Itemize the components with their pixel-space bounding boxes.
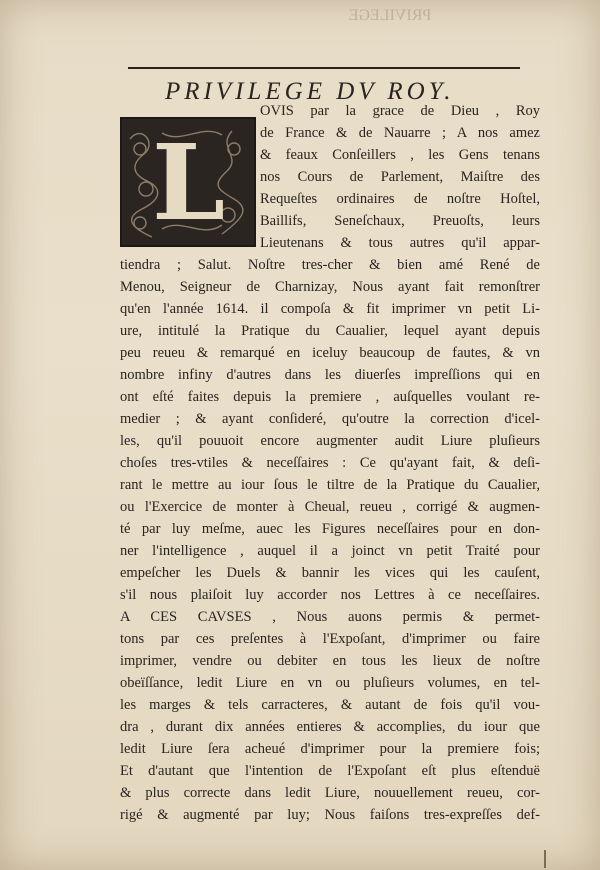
- text-line: Lieutenans & tous autres qu'il appar-: [260, 235, 540, 251]
- text-line: dra , durant dix années entieres & accomplies, du iour que: [120, 719, 540, 735]
- text-line: A CES CAVSES , Nous auons permis & permet-: [120, 609, 540, 625]
- bleed-through-text: PRIVILEGE: [348, 7, 432, 24]
- text-line: Menou, Seigneur de Charnizay, Nous ayant fait remonſtrer: [120, 279, 540, 295]
- text-line: ou l'Exercice de monter à Cheual, reueu , corrigé & augmen-: [120, 499, 540, 515]
- text-line: OVIS par la grace de Dieu , Roy: [260, 103, 540, 119]
- text-line: Requeſtes ordinaires de noſtre Hoſtel,: [260, 191, 540, 207]
- text-line: obeïſſance, ledit Liure en vn ou pluſieurs volumes, en tel-: [120, 675, 540, 691]
- text-line: qu'en l'année 1614. il compoſa & fit imprimer vn petit Li-: [120, 301, 540, 317]
- text-line: ledit Liure ſera acheué d'imprimer pour la premiere fois;: [120, 741, 540, 757]
- text-line: tiendra ; Salut. Noſtre tres-cher & bien amé René de: [120, 257, 540, 273]
- text-line: empeſcher les Duels & bannir les vices qui les cauſent,: [120, 565, 540, 581]
- margin-mark: [544, 850, 546, 868]
- text-line: ner l'intelligence , auquel il a joinct vn petit Traité pour: [120, 543, 540, 559]
- text-line: rigé & augmenté par luy; Nous faiſons tres-expreſſes def-: [120, 807, 540, 823]
- page-title: PRIVILEGE DV ROY.: [165, 78, 455, 105]
- text-line: s'il nous plaiſoit luy accorder nos Lettres à ce neceſſaires.: [120, 587, 540, 603]
- text-line: tons par ces preſentes à l'Expoſant, d'imprimer ou faire: [120, 631, 540, 647]
- initial-letter: L: [152, 121, 226, 244]
- text-line: peu reueu & remarqué en iceluy beaucoup de fautes, & vn: [120, 345, 540, 361]
- text-line: choſes tres-vtiles & neceſſaires : Ce qu'ayant fait, & deſi-: [120, 455, 540, 471]
- text-line: medier ; & ayant conſideré, qu'outre la correction d'icel-: [120, 411, 540, 427]
- text-line: & plus correcte dans ledit Liure, nouuellement reueu, cor-: [120, 785, 540, 801]
- text-line: imprimer, vendre ou debiter en tous les lieux de noſtre: [120, 653, 540, 669]
- text-line: les marges & tels carracteres, & autant de fois qu'il vou-: [120, 697, 540, 713]
- text-line: nombre infiny d'autres dans les diuerſes impreſſions qui en: [120, 367, 540, 383]
- decorated-initial: [120, 117, 256, 247]
- text-line: ure, intitulé la Pratique du Caualier, lequel ayant depuis: [120, 323, 540, 339]
- text-line: té par luy meſme, auec les Figures neceſſaires pour en don-: [120, 521, 540, 537]
- text-line: & feaux Conſeillers , les Gens tenans: [260, 147, 540, 163]
- text-line: de France & de Nauarre ; A nos amez: [260, 125, 540, 141]
- text-line: Et d'autant que l'intention de l'Expoſant eſt plus eſtenduë: [120, 763, 540, 779]
- text-line: Baillifs, Seneſchaux, Preuoſts, leurs: [260, 213, 540, 229]
- text-line: rant le mettre au iour ſous le tiltre de la Pratique du Caualier,: [120, 477, 540, 493]
- text-line: ont eſté faites depuis la premiere , auſquelles voulant re-: [120, 389, 540, 405]
- header-rule: [128, 67, 520, 69]
- text-line: nos Cours de Parlement, Maiſtre des: [260, 169, 540, 185]
- text-line: les, qu'il pouuoit encore augmenter audit Liure pluſieurs: [120, 433, 540, 449]
